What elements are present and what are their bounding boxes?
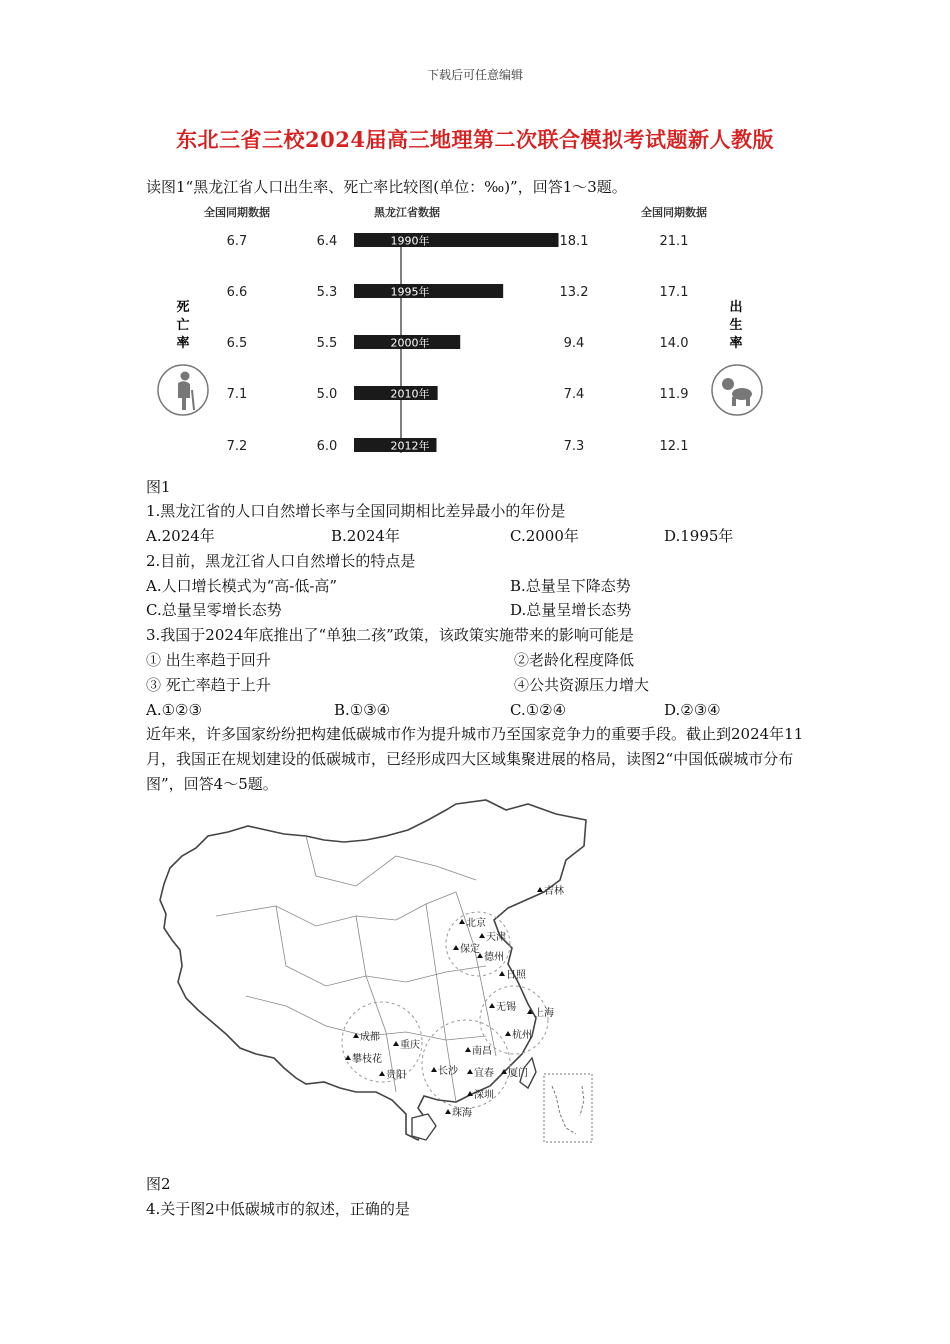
figure2-caption: 图2 [146, 1175, 171, 1193]
q2-option-d[interactable]: D.总量呈增长态势 [510, 601, 632, 619]
city-label: 日照 [506, 970, 526, 981]
q1-option-d[interactable]: D.1995年 [664, 527, 734, 545]
hlj-death-rate: 5.0 [316, 387, 338, 402]
city-label: 厦门 [508, 1068, 528, 1079]
city-label: 上海 [534, 1008, 554, 1019]
figure1-rows [227, 233, 689, 454]
page-title: 东北三省三校2024届高三地理第二次联合模拟考试题新人教版 [176, 127, 774, 152]
birth-label-1: 出 [729, 300, 743, 315]
elderly-person-icon [158, 365, 208, 415]
q2-option-c[interactable]: C.总量呈零增长态势 [146, 601, 282, 619]
national-death-rate: 6.7 [226, 234, 248, 249]
left-header: 全国同期数据 [204, 206, 270, 219]
hlj-birth-rate: 9.4 [563, 336, 585, 351]
intro-figure2: 近年来，许多国家纷纷把构建低碳城市作为提升城市乃至国家竞争力的重要手段。截止到2024年11月，我国正在规划建设的低碳城市，已经形成四大区域集聚进展的格局，读图2“中国低碳城市分布图”，回答4～5题。 [146, 725, 804, 793]
national-birth-rate: 11.9 [659, 387, 689, 402]
hlj-death-rate: 6.4 [316, 234, 338, 249]
city-label: 北京 [466, 918, 486, 929]
q3-option-c[interactable]: C.①②④ [510, 701, 567, 719]
city-label: 天津 [486, 932, 506, 943]
q3-item-3: ③ 死亡率趋于上升 [146, 676, 271, 694]
south-china-sea-inset [544, 1074, 592, 1142]
national-birth-rate: 17.1 [659, 285, 689, 300]
national-death-rate: 6.6 [226, 285, 248, 300]
city-label: 贵阳 [386, 1070, 406, 1081]
right-header: 全国同期数据 [641, 206, 707, 219]
city-label: 吉林 [544, 886, 564, 897]
city-label: 无锡 [496, 1002, 516, 1013]
death-label-1: 死 [176, 300, 190, 315]
year-label: 1995年 [390, 285, 430, 299]
birth-label-2: 生 [729, 318, 743, 333]
figure1-population-chart [150, 198, 780, 470]
hlj-death-rate: 5.3 [316, 285, 338, 300]
city-label: 德州 [484, 952, 504, 963]
national-death-rate: 6.5 [226, 336, 248, 351]
national-birth-rate: 21.1 [659, 234, 689, 249]
city-label: 深圳 [474, 1090, 494, 1101]
hainan-island [412, 1114, 436, 1140]
hlj-birth-rate: 18.1 [559, 234, 589, 249]
city-label: 南昌 [472, 1046, 492, 1057]
q3-item-4: ④公共资源压力增大 [514, 676, 650, 694]
death-label-3: 率 [176, 336, 190, 351]
birth-rate-bar [354, 233, 559, 247]
question-3-stem: 3.我国于2024年底推出了“单独二孩”政策，该政策实施带来的影响可能是 [146, 626, 634, 644]
q3-option-b[interactable]: B.①③④ [334, 701, 391, 719]
city-label: 成都 [360, 1032, 380, 1043]
q1-option-a[interactable]: A.2024年 [146, 527, 215, 545]
national-death-rate: 7.2 [226, 439, 248, 454]
q3-item-1: ① 出生率趋于回升 [146, 651, 271, 669]
header-note: 下载后可任意编辑 [426, 68, 523, 82]
hlj-birth-rate: 7.4 [563, 387, 585, 402]
hlj-death-rate: 5.5 [316, 336, 338, 351]
question-2-stem: 2.目前，黑龙江省人口自然增长的特点是 [146, 552, 416, 570]
death-label-2: 亡 [176, 318, 190, 333]
q1-option-c[interactable]: C.2000年 [510, 527, 579, 545]
center-header: 黑龙江省数据 [374, 206, 440, 219]
city-label: 重庆 [400, 1040, 420, 1051]
national-birth-rate: 12.1 [659, 439, 689, 454]
city-label: 长沙 [438, 1066, 458, 1077]
hlj-birth-rate: 13.2 [559, 285, 589, 300]
year-label: 2012年 [390, 439, 430, 453]
hlj-birth-rate: 7.3 [563, 439, 585, 454]
q3-option-a[interactable]: A.①②③ [146, 701, 202, 719]
q2-option-a[interactable]: A.人口增长模式为“高-低-高” [146, 577, 338, 595]
city-label: 攀枝花 [352, 1054, 382, 1065]
city-label: 珠海 [452, 1108, 472, 1119]
city-label: 保定 [460, 944, 480, 955]
figure1-caption: 图1 [146, 478, 171, 496]
year-label: 1990年 [390, 234, 430, 248]
city-label: 杭州 [512, 1030, 532, 1041]
city-marker [445, 1109, 451, 1114]
birth-label-3: 率 [729, 336, 743, 351]
q1-option-b[interactable]: B.2024年 [331, 527, 400, 545]
q3-option-d[interactable]: D.②③④ [664, 701, 721, 719]
year-label: 2010年 [390, 387, 430, 401]
city-label: 宜春 [474, 1068, 494, 1079]
intro-figure1: 读图1“黑龙江省人口出生率、死亡率比较图(单位：‰)”，回答1～3题。 [146, 178, 627, 196]
q3-item-2: ②老龄化程度降低 [514, 651, 635, 669]
question-1-stem: 1.黑龙江省的人口自然增长率与全国同期相比差异最小的年份是 [146, 502, 566, 520]
hlj-death-rate: 6.0 [316, 439, 338, 454]
baby-icon [712, 365, 762, 415]
figure2-china-lowcarbon-map [156, 796, 601, 1150]
national-birth-rate: 14.0 [659, 336, 689, 351]
q2-option-b[interactable]: B.总量呈下降态势 [510, 577, 631, 595]
year-label: 2000年 [390, 336, 430, 350]
national-death-rate: 7.1 [226, 387, 248, 402]
question-4-stem: 4.关于图2中低碳城市的叙述，正确的是 [146, 1200, 410, 1218]
